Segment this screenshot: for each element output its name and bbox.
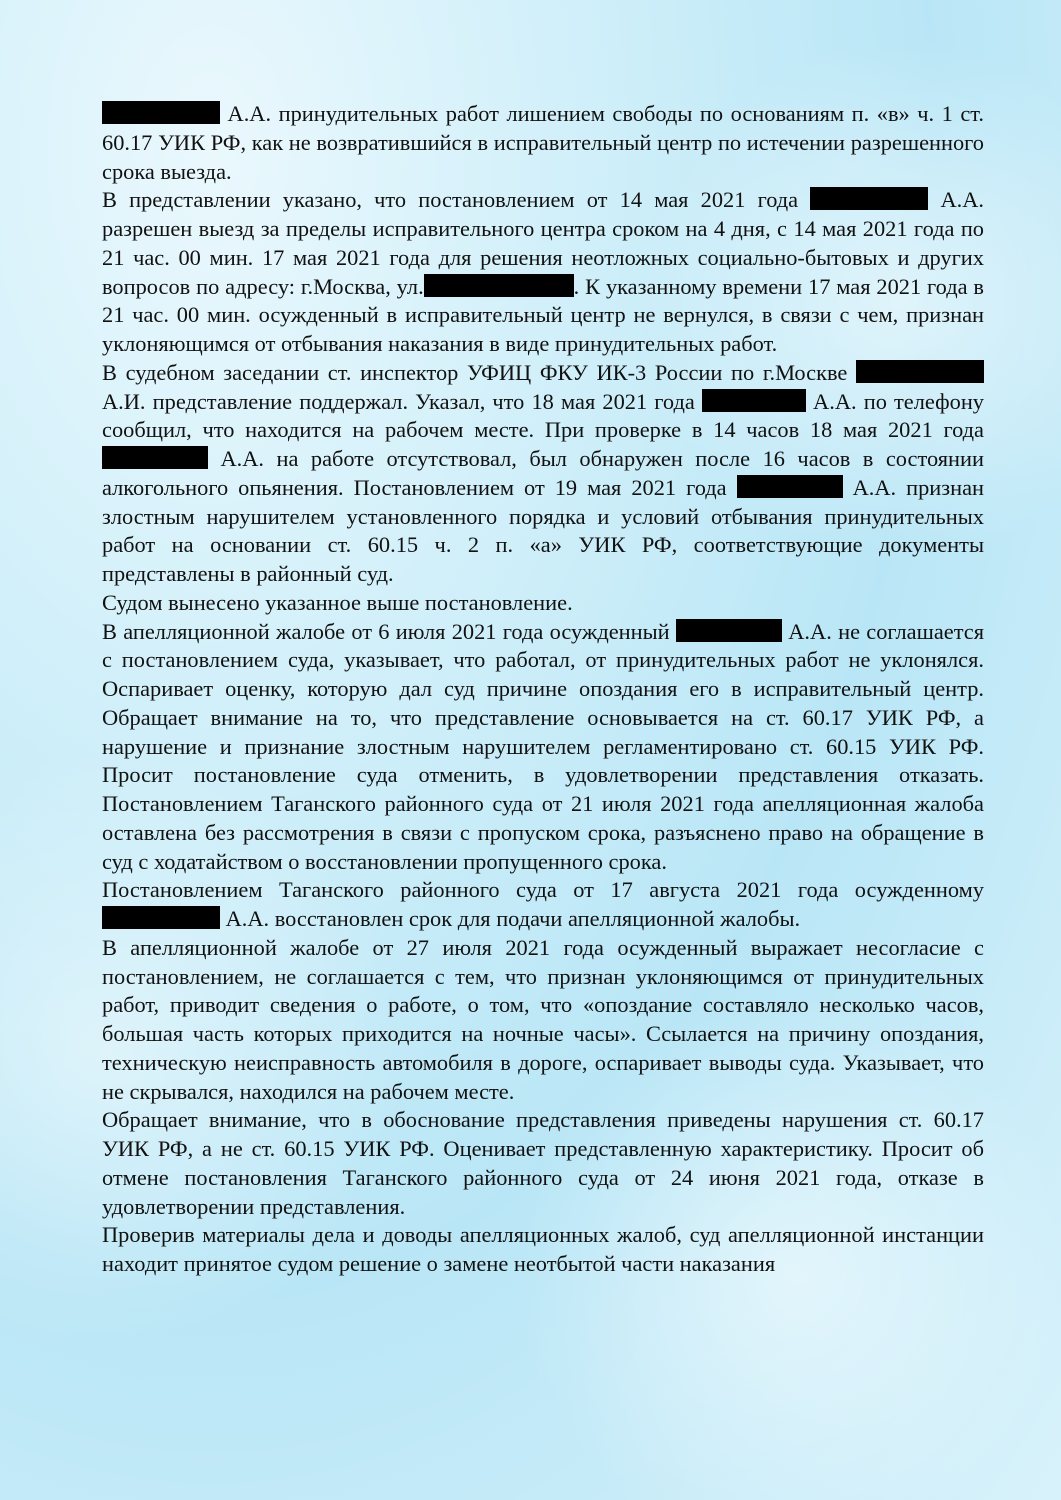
text-run: А.А. признан злостным нарушителем установленного порядка и условий отбывания принудительных работ на основании ст. 60.15 ч. 2 п. «а» УИК РФ, соответствующие документы представлены в районный суд. xyxy=(102,474,984,586)
paragraph-4 xyxy=(102,589,984,618)
paragraph-3 xyxy=(102,359,984,589)
paragraph-5 xyxy=(102,618,984,877)
text-run: А.А. на работе отсутствовал, был обнаружен после 16 часов в состоянии алкогольного опьянения. Постановлением от 19 мая 2021 года xyxy=(102,446,984,500)
paragraph-8 xyxy=(102,1106,984,1221)
redaction-box xyxy=(102,906,220,929)
paragraph-1 xyxy=(102,100,984,186)
text-run: А.А. восстановлен срок для подачи апелляционной жалобы. xyxy=(220,906,801,931)
redaction-box xyxy=(676,619,782,642)
text-run: В апелляционной жалобе от 6 июля 2021 года осужденный xyxy=(102,618,676,644)
paragraph-9 xyxy=(102,1221,984,1279)
redaction-box xyxy=(702,389,806,412)
paragraph-2 xyxy=(102,186,984,359)
text-run: А.А. по телефону сообщил, что находится на рабочем месте. При проверке в 14 часов 18 мая 2021 года xyxy=(102,388,984,443)
redaction-box xyxy=(737,475,843,498)
redaction-box xyxy=(810,187,928,210)
text-run: В представлении указано, что постановлением от 14 мая 2021 года xyxy=(102,187,811,213)
redaction-box xyxy=(102,101,220,124)
paragraph-7 xyxy=(102,934,984,1107)
text-run: А.И. представление поддержал. Указал, что 18 мая 2021 года xyxy=(102,388,702,414)
redaction-box xyxy=(424,274,574,297)
text-run: Постановлением Таганского районного суда от 17 августа 2021 года осужденному xyxy=(102,877,984,903)
text-run: Проверив материалы дела и доводы апелляционных жалоб, суд апелляционной инстанции находит принятое судом решение о замене неотбытой части наказания xyxy=(102,1222,984,1276)
redaction-box xyxy=(856,360,984,383)
text-run: В судебном заседании ст. инспектор УФИЦ ФКУ ИК-3 России по г.Москве xyxy=(102,359,856,385)
paragraph-6 xyxy=(102,876,984,934)
text-run: А.А. принудительных работ лишением свободы по основаниям п. «в» ч. 1 ст. 60.17 УИК РФ, как не возвратившийся в исправительный центр по истечении разрешенного срока выезда. xyxy=(102,101,984,184)
redaction-box xyxy=(102,446,208,469)
document-body xyxy=(102,100,984,1279)
text-run: . К указанному времени 17 мая 2021 года в 21 час. 00 мин. осужденный в исправительный центр не вернулся, в связи с чем, признан уклоняющимся от отбывания наказания в виде принудительных работ. xyxy=(102,273,984,356)
text-run: Обращает внимание, что в обоснование представления приведены нарушения ст. 60.17 УИК РФ, а не ст. 60.15 УИК РФ. Оценивает представленную характеристику. Просит об отмене постановления Таганского районного суда от 24 июня 2021 года, отказе в удовлетворении представления. xyxy=(102,1107,984,1219)
text-run: Судом вынесено указанное выше постановление. xyxy=(102,589,573,615)
text-run: А.А. разрешен выезд за пределы исправительного центра сроком на 4 дня, с 14 мая 2021 года по 21 час. 00 мин. 17 мая 2021 года для решения неотложных социально-бытовых и других вопросов по адресу: г.Москва, ул. xyxy=(102,187,984,299)
text-run: А.А. не соглашается с постановлением суда, указывает, что работал, от принудительных работ не уклонялся. Оспаривает оценку, которую дал суд причине опоздания его в исправительный центр. Обращает внимание на то, что представление основывается на ст. 60.17 УИК РФ, а нарушение и признание злостным нарушителем регламентировано ст. 60.15 УИК РФ. Просит постановление суда отменить, в удовлетворении представления отказать. Постановлением Таганского районного суда от 21 июля 2021 года апелляционная жалоба оставлена без рассмотрения в связи с пропуском срока, разъяснено право на обращение в суд с ходатайством о восстановлении пропущенного срока. xyxy=(102,618,985,874)
text-run: В апелляционной жалобе от 27 июля 2021 года осужденный выражает несогласие с постановлением, не соглашается с тем, что признан уклоняющимся от принудительных работ, приводит сведения о работе, о том, что «опоздание составляло несколько часов, большая часть которых приходится на ночные часы». Ссылается на причину опоздания, техническую неисправность автомобиля в дороге, оспаривает выводы суда. Указывает, что не скрывался, находился на рабочем месте. xyxy=(102,934,984,1104)
